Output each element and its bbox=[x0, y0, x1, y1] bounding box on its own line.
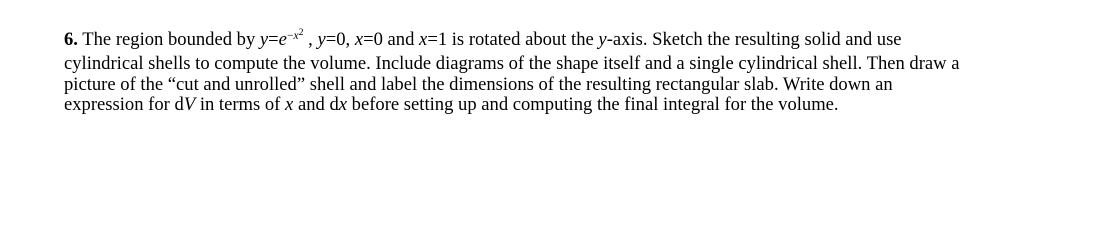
problem-number: 6. bbox=[64, 29, 78, 50]
eq1-lhs: y bbox=[259, 29, 269, 50]
line1-text-4: -axis. Sketch the resulting solid and use bbox=[606, 29, 902, 50]
eq2-equals: = bbox=[325, 29, 337, 50]
var-v: V bbox=[183, 94, 196, 116]
var-x: x bbox=[285, 94, 294, 116]
line1-text-2: and bbox=[387, 29, 415, 50]
eq1-equals: = bbox=[268, 29, 279, 50]
eq1-base: e bbox=[278, 29, 287, 50]
axis-variable: y bbox=[598, 29, 607, 50]
eq3-equals: = bbox=[363, 29, 374, 50]
problem-line-3: picture of the “cut and unrolled” shell and label the dimensions of the resulting rectangular slab. Write down an bbox=[64, 73, 893, 95]
eq1-exp-sign: − bbox=[286, 29, 294, 42]
line1-text-3: is rotated about the bbox=[451, 29, 594, 50]
eq1-exponent bbox=[286, 27, 304, 42]
problem-line-4 bbox=[64, 95, 1094, 116]
comma-1: , bbox=[308, 29, 313, 50]
eq4-equals: = bbox=[427, 29, 438, 50]
equation-y-exp bbox=[260, 29, 308, 50]
eq2-lhs: y bbox=[317, 29, 326, 50]
problem-text bbox=[64, 27, 1094, 116]
eq3-rhs: 0 bbox=[373, 29, 383, 50]
problem-line-1 bbox=[64, 27, 1094, 54]
line4-text-3: and d bbox=[293, 94, 339, 116]
comma-2: , bbox=[345, 29, 351, 50]
line4-text-1: expression for d bbox=[64, 94, 184, 116]
problem-line-2: cylindrical shells to compute the volume. Include diagrams of the shape itself and a single cylindrical shell. Then draw a bbox=[64, 52, 960, 74]
equation-x-one bbox=[419, 29, 447, 50]
eq4-rhs: 1 bbox=[437, 29, 448, 50]
eq2-rhs: 0 bbox=[336, 29, 346, 50]
eq1-exp-pow: 2 bbox=[298, 27, 304, 39]
line4-text-4: before setting up and computing the final integral for the volume. bbox=[347, 94, 839, 116]
eq3-lhs: x bbox=[354, 29, 364, 50]
line1-text-1: The region bounded by bbox=[82, 29, 256, 50]
line4-text-2: in terms of bbox=[195, 94, 286, 116]
eq1-exp-var: x bbox=[293, 29, 299, 42]
var-dx: x bbox=[338, 94, 348, 116]
eq4-lhs: x bbox=[419, 29, 428, 50]
equation-x-zero bbox=[355, 29, 383, 50]
equation-y-zero bbox=[317, 29, 345, 50]
